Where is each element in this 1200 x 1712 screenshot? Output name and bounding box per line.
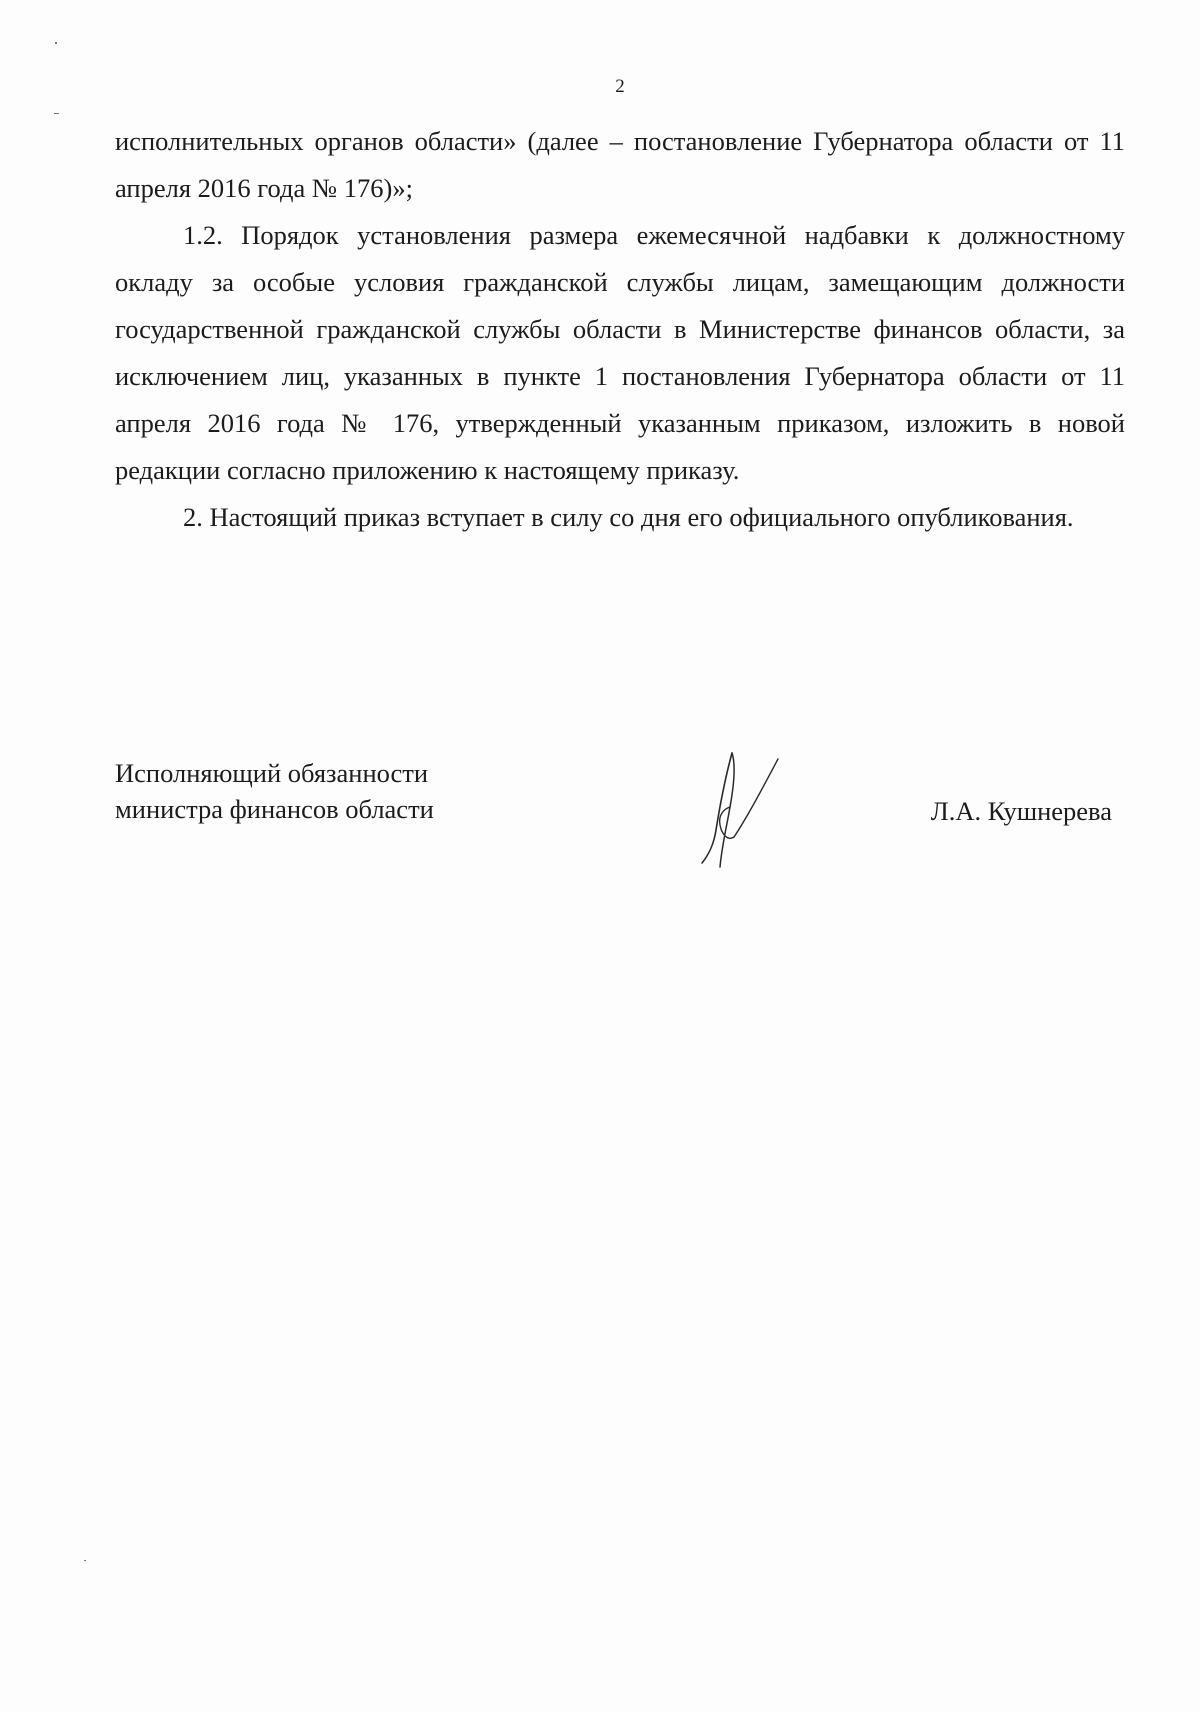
signatory-name: Л.А. Кушнерева [930, 796, 1112, 826]
page-number: 2 [615, 76, 625, 97]
signatory-position [115, 755, 434, 827]
signatory-position-line-2: министра финансов области [115, 794, 434, 824]
signatory-position-line-1: Исполняющий обязанности [115, 758, 429, 788]
scan-speck [84, 1560, 86, 1561]
scan-speck [55, 42, 57, 44]
paragraph-continuation: исполнительных органов области» (далее – постановление Губернатора области от 11 апреля 2016 года № 176)»; [115, 126, 1125, 203]
paragraph-clause-2: 2. Настоящий приказ вступает в силу со дня его официального опубликования. [183, 502, 1074, 532]
paragraph-clause-1-2: 1.2. Порядок установления размера ежемесячной надбавки к должностному окладу за особые условия гражданской службы лицам, замещающим должности государственной гражданской службы области в Министерстве финансов области, за исключением лиц, указанных в пункте 1 постановления Губернатора области от 11 апреля 2016 года № 176, утвержденный указанным приказом, изложить в новой редакции согласно приложению к настоящему приказу. [115, 220, 1125, 485]
handwritten-signature [690, 745, 790, 875]
scan-speck [54, 113, 59, 114]
document-body [115, 118, 1125, 541]
